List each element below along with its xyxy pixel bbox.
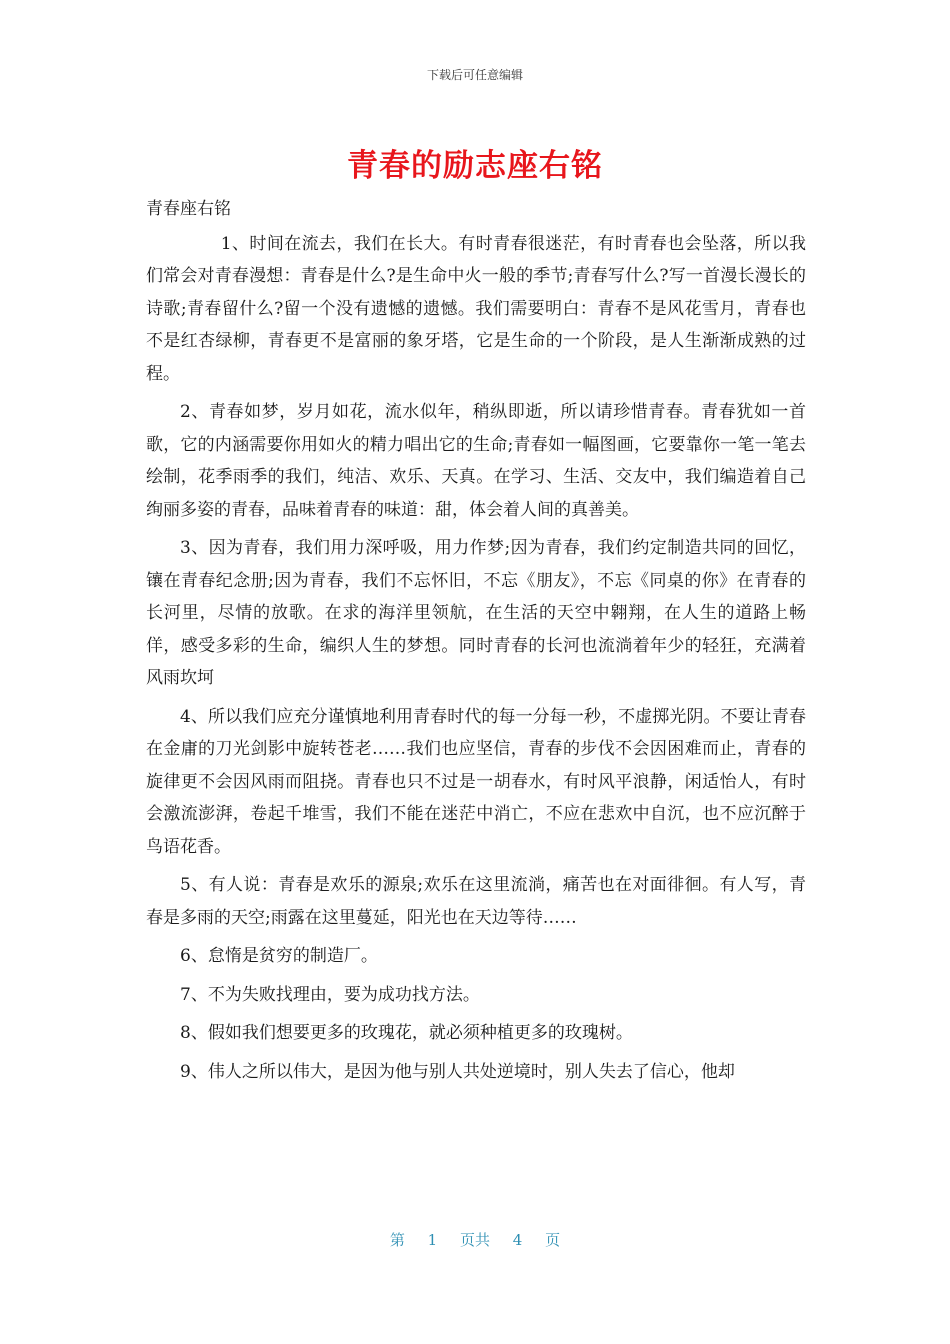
- page-footer: [0, 1229, 950, 1250]
- current-page-number: 1: [427, 1231, 438, 1249]
- paragraph-3: 3、因为青春，我们用力深呼吸，用力作梦;因为青春，我们约定制造共同的回忆，镶在青春纪念册;因为青春，我们不忘怀旧，不忘《朋友》，不忘《同桌的你》在青春的长河里，尽情的放歌。在求的海洋里领航，在生活的天空中翱翔，在人生的道路上畅佯，感受多彩的生命，编织人生的梦想。同时青春的长河也流淌着年少的轻狂，充满着风雨坎坷: [146, 538, 806, 688]
- paragraph-5: 5、有人说：青春是欢乐的源泉;欢乐在这里流淌，痛苦也在对面徘徊。有人写，青春是多雨的天空;雨露在这里蔓延，阳光也在天边等待……: [146, 875, 806, 928]
- document-title: 青春的励志座右铭: [347, 148, 603, 184]
- document-subtitle: 青春座右铭: [146, 199, 231, 219]
- paragraph-2: 2、青春如梦，岁月如花，流水似年，稍纵即逝，所以请珍惜青春。青春犹如一首歌，它的内涵需要你用如火的精力唱出它的生命;青春如一幅图画，它要靠你一笔一笔去绘制，花季雨季的我们，纯洁、欢乐、天真。在学习、生活、交友中，我们编造着自己绚丽多姿的青春，品味着青春的味道：甜，体会着人间的真善美。: [146, 402, 806, 520]
- page-middle: 页共: [459, 1231, 490, 1249]
- document-body: [146, 193, 806, 1094]
- paragraph-7: 7、不为失败找理由，要为成功找方法。: [180, 984, 480, 1005]
- page-suffix: 页: [545, 1231, 561, 1249]
- paragraph-1: 1、时间在流去，我们在长大。有时青春很迷茫，有时青春也会坠落，所以我们常会对青春漫想：青春是什么?是生命中火一般的季节;青春写什么?写一首漫长漫长的诗歌;青春留什么?留一个没有遗憾的遗憾。我们需要明白：青春不是风花雪月，青春也不是红杏绿柳，青春更不是富丽的象牙塔，它是生命的一个阶段，是人生渐渐成熟的过程。: [146, 233, 806, 384]
- page-prefix: 第: [389, 1231, 405, 1249]
- paragraph-4: 4、所以我们应充分谨慎地利用青春时代的每一分每一秒，不虚掷光阴。不要让青春在金庸的刀光剑影中旋转苍老……我们也应坚信，青春的步伐不会因困难而止，青春的旋律更不会因风雨而阻挠。青春也只不过是一胡春水，有时风平浪静，闲适怡人，有时会激流澎湃，卷起千堆雪，我们不能在迷茫中消亡，不应在悲欢中自沉，也不应沉醉于鸟语花香。: [146, 706, 806, 857]
- paragraph-9: 9、伟人之所以伟大，是因为他与别人共处逆境时，别人失去了信心，他却: [180, 1061, 735, 1082]
- total-pages-number: 4: [512, 1231, 523, 1249]
- paragraph-8: 8、假如我们想要更多的玫瑰花，就必须种植更多的玫瑰树。: [180, 1023, 633, 1043]
- header-note: 下载后可任意编辑: [426, 68, 523, 82]
- paragraph-6: 6、怠惰是贫穷的制造厂。: [180, 946, 378, 966]
